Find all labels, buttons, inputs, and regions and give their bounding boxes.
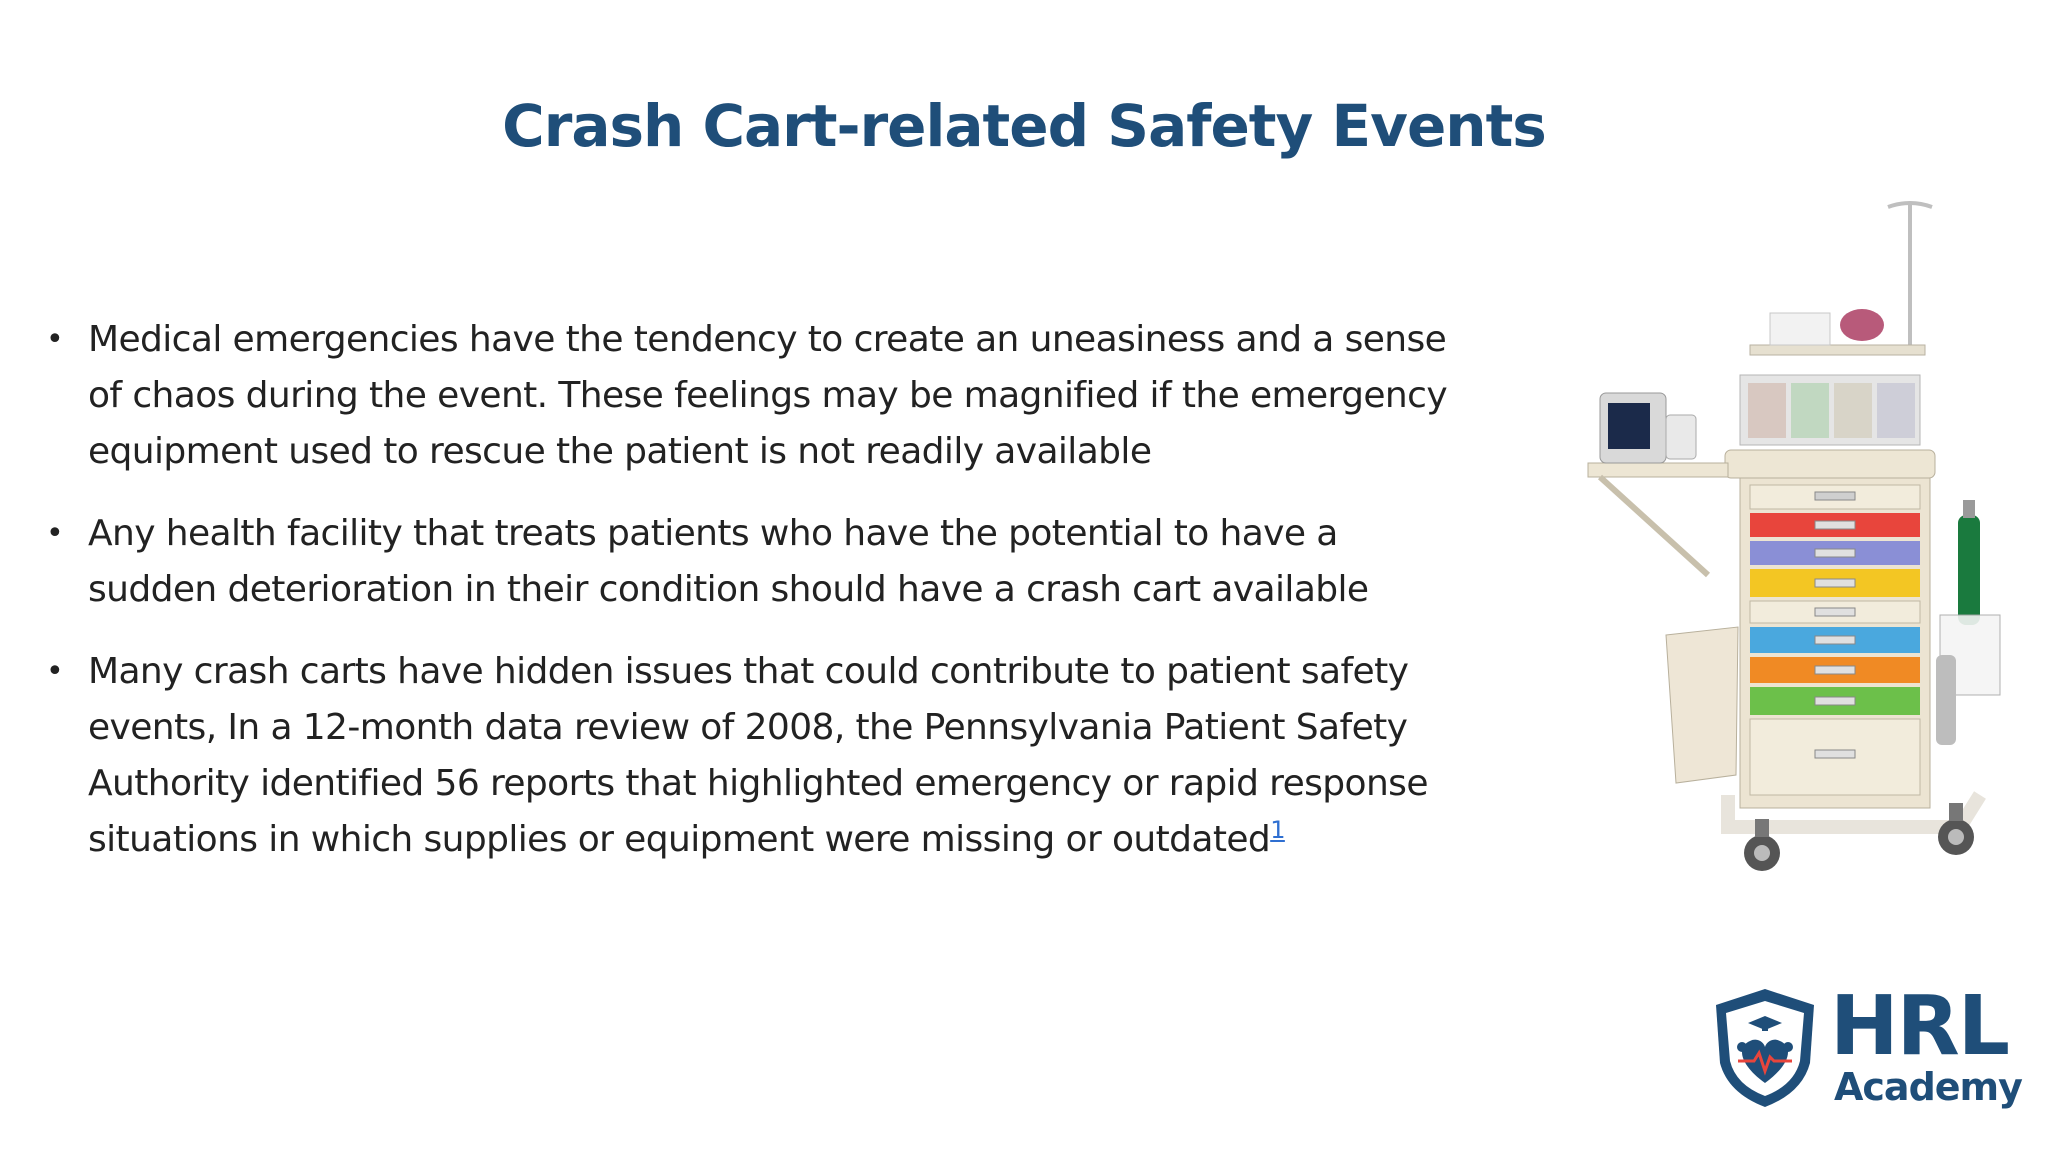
bullet-text: Many crash carts have hidden issues that could contribute to patient safety events, In a 12-month data review of 2008, the Pennsylvania Patient Safety Authority identified 56 reports that highlighted emergency or rapid response situations in which supplies or equipment were missing or outdated [88,651,1428,860]
hrl-academy-logo [1710,979,2022,1115]
logo-name: HRL [1830,979,2009,1074]
bullet-dot-icon: • [46,322,64,357]
bullet-item [46,506,1456,618]
footnote-link[interactable]: 1 [1270,816,1285,844]
bullet-dot-icon: • [46,516,64,551]
bullet-item [46,644,1456,868]
bullet-text: Medical emergencies have the tendency to create an uneasiness and a sense of chaos during the event. These feelings may be magnified if the emergency equipment used to rescue the patient is not readily available [88,319,1448,472]
crash-cart-image [1470,195,2010,895]
slide-title: Crash Cart-related Safety Events [502,92,1546,160]
bullet-text: Any health facility that treats patients who have the potential to have a sudden deterioration in their condition should have a crash cart available [88,513,1369,610]
logo-subtitle: Academy [1834,1065,2022,1109]
crash-cart-illustration [1470,195,2010,895]
shield-heart-graduation-cap-icon [1710,985,1820,1110]
bullet-dot-icon: • [46,654,64,689]
bullet-list [46,312,1456,894]
bullet-item [46,312,1456,480]
